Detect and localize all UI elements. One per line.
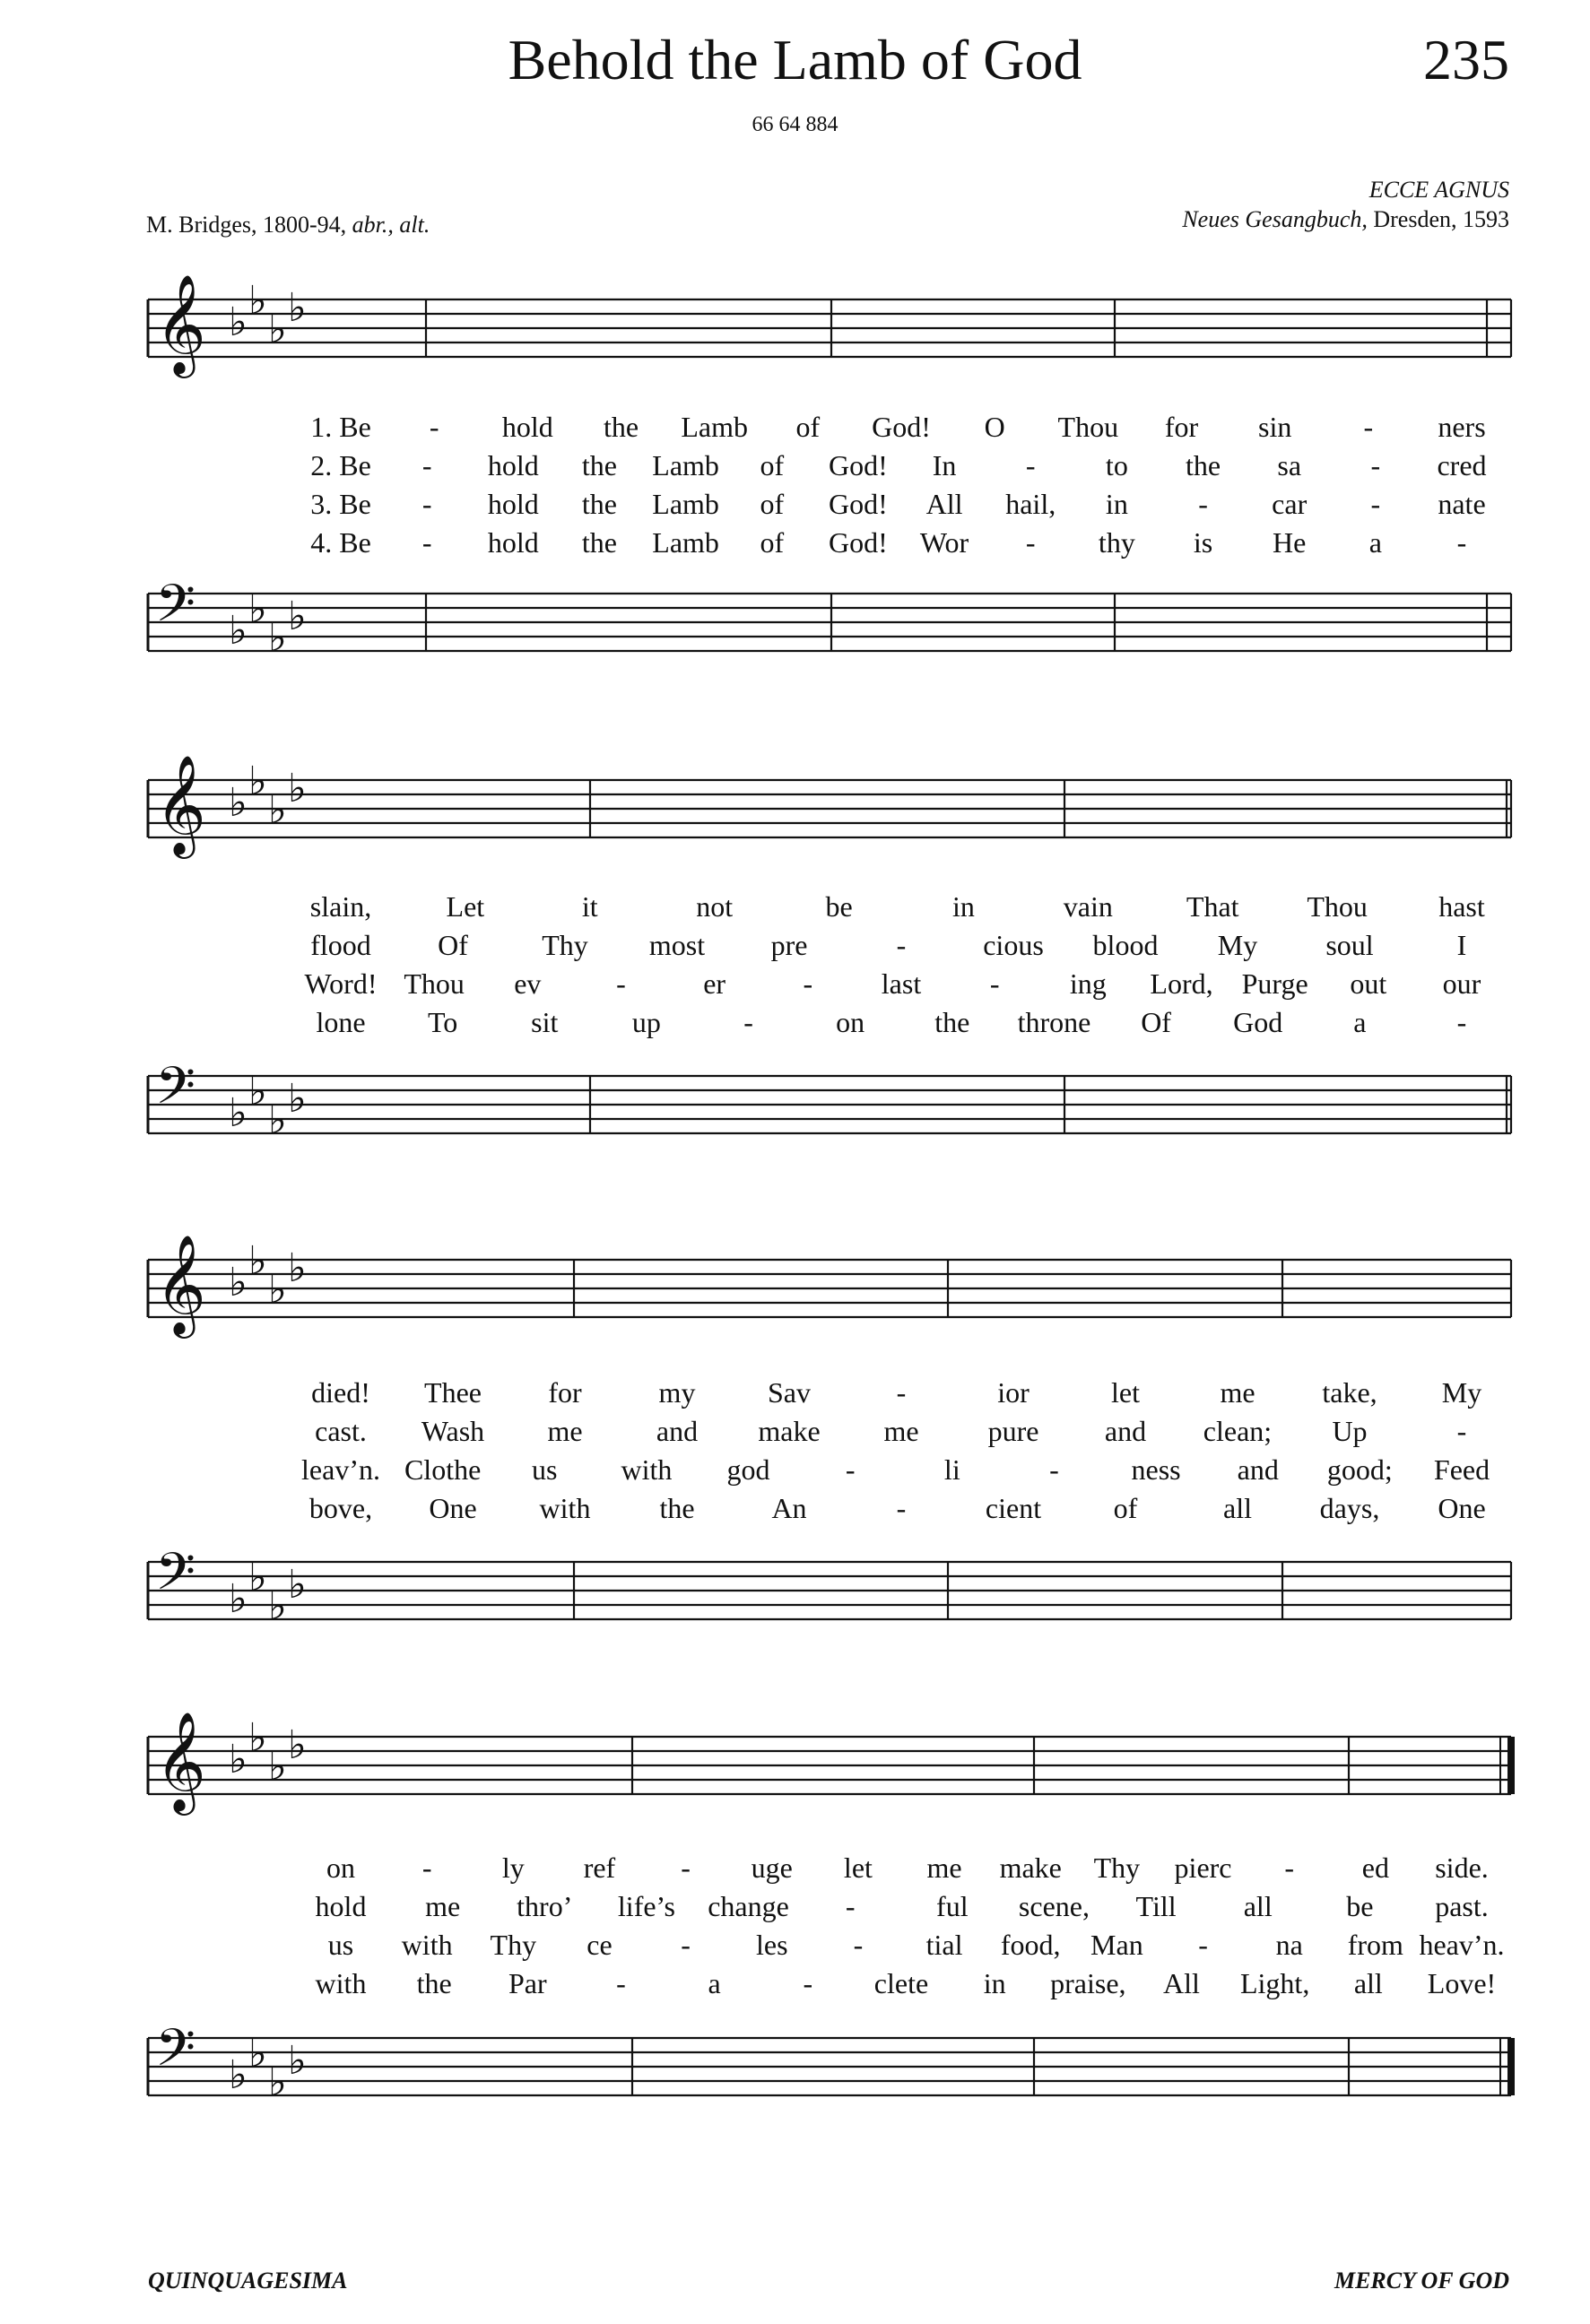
lyric-syllable: of [760, 488, 785, 520]
lyric-syllable: One [429, 1492, 477, 1524]
lyric-syllable: les [755, 1929, 788, 1961]
lyric-syllable: All [1163, 1967, 1200, 1999]
lyric-syllable: in [951, 890, 975, 923]
lyric-syllable: heav’n. [1419, 1929, 1505, 1961]
treble-key-flat: ♭ [288, 766, 307, 811]
bass-clef: 𝄢 [155, 1541, 196, 1615]
treble-key-flat: ♭ [229, 299, 248, 345]
lyric-syllable: me [883, 1415, 919, 1447]
treble-clef: 𝄞 [155, 1711, 206, 1811]
bass-key-flat: ♭ [268, 2060, 287, 2105]
lyric-syllable: - [1198, 488, 1208, 520]
lyric-syllable: O [984, 411, 1005, 443]
lyric-syllable: a [1368, 526, 1382, 559]
lyric-syllable: life’s [617, 1890, 675, 1922]
bass-key-flat: ♭ [268, 1097, 287, 1143]
lyric-syllable: the [581, 449, 617, 481]
treble-key-flat: ♭ [268, 1744, 287, 1790]
lyric-syllable: Thou [1057, 411, 1119, 443]
lyric-syllable: - [421, 488, 432, 520]
lyric-syllable: Par [508, 1967, 547, 1999]
lyric-syllable: us [327, 1929, 354, 1961]
treble-key-flat: ♭ [268, 307, 287, 352]
lyric-syllable: - [1456, 526, 1467, 559]
lyric-syllable: pierc [1174, 1851, 1232, 1884]
lyric-syllable: 4. Be [310, 526, 371, 559]
lyric-syllable: and [656, 1415, 699, 1447]
lyric-syllable: hold [487, 449, 539, 481]
lyric-syllable: for [1164, 411, 1199, 443]
treble-key-flat: ♭ [248, 759, 267, 804]
lyric-syllable: I [1456, 929, 1467, 961]
lyric-syllable: An [771, 1492, 807, 1524]
lyric-syllable: ly [501, 1851, 525, 1884]
lyric-syllable: on [326, 1851, 355, 1884]
lyric-syllable: slain, [309, 890, 372, 923]
lyric-syllable: be [825, 890, 853, 923]
lyric-syllable: ness [1131, 1453, 1181, 1486]
lyric-syllable: Wash [421, 1415, 485, 1447]
lyric-syllable: In [932, 449, 957, 481]
lyric-syllable: side. [1435, 1851, 1489, 1884]
bass-key-flat: ♭ [288, 2038, 307, 2084]
season-label: QUINQUAGESIMA [148, 2268, 348, 2294]
bass-key-flat: ♭ [288, 594, 307, 639]
bass-key-flat: ♭ [248, 2031, 267, 2077]
lyric-syllable: er [703, 967, 726, 1000]
lyric-syllable: with [621, 1453, 673, 1486]
lyric-syllable: and [1104, 1415, 1147, 1447]
bass-key-flat: ♭ [248, 1555, 267, 1600]
lyric-syllable: All [925, 488, 963, 520]
lyric-syllable: My [1217, 929, 1258, 961]
meter: 66 64 884 [752, 113, 838, 136]
lyric-syllable: bove, [308, 1492, 373, 1524]
lyric-syllable: from [1347, 1929, 1403, 1961]
lyric-syllable: leav’n. [301, 1453, 380, 1486]
lyric-syllable: on [836, 1006, 865, 1038]
lyric-syllable: all [1353, 1967, 1383, 1999]
lyric-syllable: all [1243, 1890, 1273, 1922]
lyric-syllable: Purge [1241, 967, 1308, 1000]
lyric-syllable: the [659, 1492, 695, 1524]
author-name: M. Bridges, 1800-94, [146, 212, 347, 238]
bass-key-flat: ♭ [229, 2052, 248, 2098]
lyric-syllable: cient [985, 1492, 1042, 1524]
treble-key-flat: ♭ [248, 1238, 267, 1284]
lyric-syllable: of [795, 411, 821, 443]
lyric-syllable: li [943, 1453, 960, 1486]
lyric-syllable: - [1456, 1415, 1467, 1447]
lyric-syllable: He [1273, 526, 1307, 559]
lyric-syllable: - [845, 1453, 856, 1486]
lyric-syllable: pure [987, 1415, 1039, 1447]
author-note: abr., alt. [352, 212, 430, 238]
bass-key-flat: ♭ [229, 1576, 248, 1622]
lyric-syllable: My [1441, 1376, 1482, 1409]
lyric-syllable: Thy [490, 1929, 537, 1961]
lyric-syllable: ful [936, 1890, 969, 1922]
lyric-syllable: in [1105, 488, 1128, 520]
lyric-syllable: car [1272, 488, 1308, 520]
treble-clef: 𝄞 [155, 1234, 206, 1334]
lyric-syllable: of [760, 526, 785, 559]
lyric-syllable: and [1237, 1453, 1279, 1486]
treble-key-flat: ♭ [268, 1267, 287, 1313]
lyric-syllable: Up [1332, 1415, 1368, 1447]
lyric-syllable: hold [501, 411, 553, 443]
bass-key-flat: ♭ [229, 1090, 248, 1136]
lyric-syllable: ed [1361, 1851, 1389, 1884]
lyric-syllable: a [708, 1967, 721, 1999]
lyric-syllable: the [603, 411, 639, 443]
lyric-syllable: me [425, 1890, 461, 1922]
lyric-syllable: flood [310, 929, 371, 961]
lyric-syllable: sa [1277, 449, 1302, 481]
lyric-syllable: vain [1063, 890, 1113, 923]
lyric-syllable: - [421, 449, 432, 481]
lyric-syllable: One [1438, 1492, 1486, 1524]
lyric-syllable: throne [1017, 1006, 1091, 1038]
lyric-syllable: to [1105, 449, 1128, 481]
lyric-syllable: most [648, 929, 706, 961]
lyric-syllable: - [896, 929, 907, 961]
treble-key-flat: ♭ [268, 787, 287, 833]
lyric-syllable: me [926, 1851, 962, 1884]
lyric-syllable: last [881, 967, 922, 1000]
lyric-syllable: - [421, 1851, 432, 1884]
lyric-syllable: the [1185, 449, 1221, 481]
lyric-syllable: - [1049, 1453, 1059, 1486]
lyric-syllable: ing [1069, 967, 1107, 1000]
lyric-syllable: tial [925, 1929, 963, 1961]
lyric-syllable: clean; [1203, 1415, 1273, 1447]
lyric-syllable: the [934, 1006, 970, 1038]
lyric-syllable: thy [1098, 526, 1135, 559]
lyric-syllable: God! [872, 411, 931, 443]
lyric-syllable: - [616, 967, 626, 1000]
lyric-syllable: - [1363, 411, 1374, 443]
lyric-syllable: - [681, 1851, 691, 1884]
lyric-syllable: hail, [1005, 488, 1056, 520]
lyric-syllable: Lamb [652, 449, 719, 481]
lyric-syllable: food, [1000, 1929, 1061, 1961]
lyric-syllable: - [803, 1967, 813, 1999]
lyric-syllable: with [539, 1492, 591, 1524]
lyric-syllable: not [696, 890, 734, 923]
treble-key-flat: ♭ [248, 1715, 267, 1761]
lyric-syllable: of [760, 449, 785, 481]
lyric-syllable: - [1025, 526, 1036, 559]
lyric-syllable: me [547, 1415, 583, 1447]
bass-key-flat: ♭ [268, 615, 287, 661]
lyric-syllable: Lord, [1150, 967, 1213, 1000]
lyric-syllable: Thy [542, 929, 588, 961]
treble-key-flat: ♭ [229, 1260, 248, 1305]
treble-clef: 𝄞 [155, 754, 206, 854]
lyric-syllable: with [315, 1967, 367, 1999]
lyric-syllable: scene, [1018, 1890, 1090, 1922]
lyric-syllable: is [1193, 526, 1213, 559]
bass-key-flat: ♭ [229, 608, 248, 654]
lyric-syllable: - [853, 1929, 864, 1961]
lyric-syllable: Thy [1093, 1851, 1141, 1884]
lyric-syllable: Thee [424, 1376, 482, 1409]
lyric-syllable: soul [1325, 929, 1374, 961]
lyric-syllable: Man [1090, 1929, 1143, 1961]
bass-clef: 𝄢 [155, 573, 196, 646]
lyric-syllable: the [416, 1967, 452, 1999]
treble-key-flat: ♭ [288, 285, 307, 331]
lyric-syllable: - [681, 1929, 691, 1961]
lyric-syllable: it [581, 890, 598, 923]
treble-key-flat: ♭ [288, 1245, 307, 1291]
treble-clef: 𝄞 [155, 273, 206, 374]
lyric-syllable: lone [316, 1006, 366, 1038]
lyric-syllable: out [1350, 967, 1387, 1000]
lyric-syllable: Wor [919, 526, 969, 559]
lyric-syllable: - [803, 967, 813, 1000]
lyric-syllable: - [429, 411, 439, 443]
lyric-syllable: past. [1435, 1890, 1489, 1922]
lyric-syllable: To [427, 1006, 458, 1038]
treble-key-flat: ♭ [248, 278, 267, 324]
lyric-syllable: - [421, 526, 432, 559]
topic-label: MERCY OF GOD [1334, 2268, 1509, 2294]
lyric-syllable: - [1370, 449, 1381, 481]
lyric-syllable: thro’ [517, 1890, 573, 1922]
lyric-syllable: sin [1257, 411, 1292, 443]
lyric-syllable: my [658, 1376, 696, 1409]
lyric-syllable: Lamb [681, 411, 748, 443]
lyric-syllable: ior [997, 1376, 1030, 1409]
lyric-syllable: nate [1438, 488, 1486, 520]
lyric-syllable: let [1111, 1376, 1140, 1409]
lyric-syllable: cred [1437, 449, 1487, 481]
lyric-syllable: cast. [315, 1415, 367, 1447]
lyric-syllable: God! [829, 526, 888, 559]
lyric-syllable: take, [1322, 1376, 1377, 1409]
lyric-syllable: let [843, 1851, 873, 1884]
lyric-syllable: Lamb [652, 526, 719, 559]
lyric-syllable: with [401, 1929, 453, 1961]
lyric-syllable: died! [311, 1376, 370, 1409]
bass-key-flat: ♭ [288, 1076, 307, 1122]
lyric-syllable: god [726, 1453, 770, 1486]
lyric-syllable: Light, [1239, 1967, 1310, 1999]
treble-key-flat: ♭ [229, 1737, 248, 1782]
lyric-syllable: all [1223, 1492, 1252, 1524]
lyric-syllable: up [631, 1006, 661, 1038]
lyric-syllable: hold [487, 488, 539, 520]
lyric-syllable: hast [1438, 890, 1485, 923]
lyric-syllable: make [999, 1851, 1062, 1884]
lyric-syllable: Till [1135, 1890, 1177, 1922]
hymn-title: Behold the Lamb of God [508, 28, 1082, 91]
lyric-syllable: God [1233, 1006, 1283, 1038]
bass-clef: 𝄢 [155, 1055, 196, 1129]
lyric-syllable: Of [1141, 1006, 1171, 1038]
lyric-syllable: Thou [404, 967, 465, 1000]
lyric-syllable: cious [983, 929, 1044, 961]
lyric-syllable: - [896, 1492, 907, 1524]
lyric-syllable: - [1198, 1929, 1208, 1961]
lyric-syllable: sit [531, 1006, 559, 1038]
lyric-syllable: God! [829, 488, 888, 520]
lyric-syllable: pre [770, 929, 808, 961]
lyric-syllable: Lamb [652, 488, 719, 520]
lyric-syllable: uge [751, 1851, 793, 1884]
lyric-syllable: - [845, 1890, 856, 1922]
lyric-syllable: Let [446, 890, 485, 923]
lyric-syllable: me [1220, 1376, 1255, 1409]
hymn-number: 235 [1423, 28, 1509, 91]
lyric-syllable: Sav [768, 1376, 811, 1409]
lyric-syllable: - [896, 1376, 907, 1409]
lyric-syllable: our [1442, 967, 1481, 1000]
lyric-syllable: - [989, 967, 1000, 1000]
lyric-syllable: ce [586, 1929, 613, 1961]
treble-key-flat: ♭ [288, 1722, 307, 1768]
bass-key-flat: ♭ [268, 1583, 287, 1629]
lyric-syllable: in [983, 1967, 1006, 1999]
tune-source-book: Neues Gesangbuch, [1182, 206, 1368, 232]
bass-clef: 𝄢 [155, 2017, 196, 2091]
lyric-syllable: the [581, 488, 617, 520]
lyric-syllable: Thou [1307, 890, 1368, 923]
lyric-syllable: 3. Be [310, 488, 371, 520]
lyric-syllable: for [548, 1376, 582, 1409]
treble-key-flat: ♭ [229, 780, 248, 826]
lyric-syllable: - [616, 1967, 626, 1999]
lyric-syllable: praise, [1050, 1967, 1126, 1999]
lyric-syllable: ev [514, 967, 542, 1000]
lyric-syllable: days, [1319, 1492, 1380, 1524]
lyric-syllable: us [532, 1453, 558, 1486]
lyric-syllable: That [1186, 890, 1239, 923]
lyric-syllable: hold [315, 1890, 367, 1922]
lyric-syllable: a [1353, 1006, 1367, 1038]
lyric-syllable: na [1275, 1929, 1303, 1961]
tune-source-place: Dresden, 1593 [1367, 206, 1509, 232]
lyric-syllable: Word! [304, 967, 378, 1000]
lyric-syllable: - [1284, 1851, 1295, 1884]
lyric-syllable: hold [487, 526, 539, 559]
lyric-syllable: - [1370, 488, 1381, 520]
lyric-syllable: ners [1438, 411, 1486, 443]
lyric-syllable: Clothe [404, 1453, 482, 1486]
bass-key-flat: ♭ [288, 1562, 307, 1608]
lyric-syllable: Feed [1433, 1453, 1490, 1486]
lyric-syllable: God! [829, 449, 888, 481]
lyric-syllable: the [581, 526, 617, 559]
lyric-syllable: - [1025, 449, 1036, 481]
lyric-syllable: change [708, 1890, 789, 1922]
lyric-syllable: 2. Be [310, 449, 371, 481]
lyric-syllable: - [743, 1006, 753, 1038]
lyric-syllable: ref [583, 1851, 616, 1884]
bass-key-flat: ♭ [248, 586, 267, 632]
lyric-syllable: clete [873, 1967, 929, 1999]
lyric-syllable: Of [438, 929, 468, 961]
lyric-syllable: make [758, 1415, 821, 1447]
lyric-syllable: of [1113, 1492, 1138, 1524]
lyric-syllable: good; [1326, 1453, 1393, 1486]
lyric-syllable: - [1456, 1006, 1467, 1038]
bass-key-flat: ♭ [248, 1069, 267, 1114]
lyric-syllable: Love! [1427, 1967, 1497, 1999]
tune-name: ECCE AGNUS [1368, 177, 1509, 203]
lyric-syllable: be [1346, 1890, 1374, 1922]
lyric-syllable: 1. Be [310, 411, 371, 443]
lyric-syllable: blood [1092, 929, 1159, 961]
